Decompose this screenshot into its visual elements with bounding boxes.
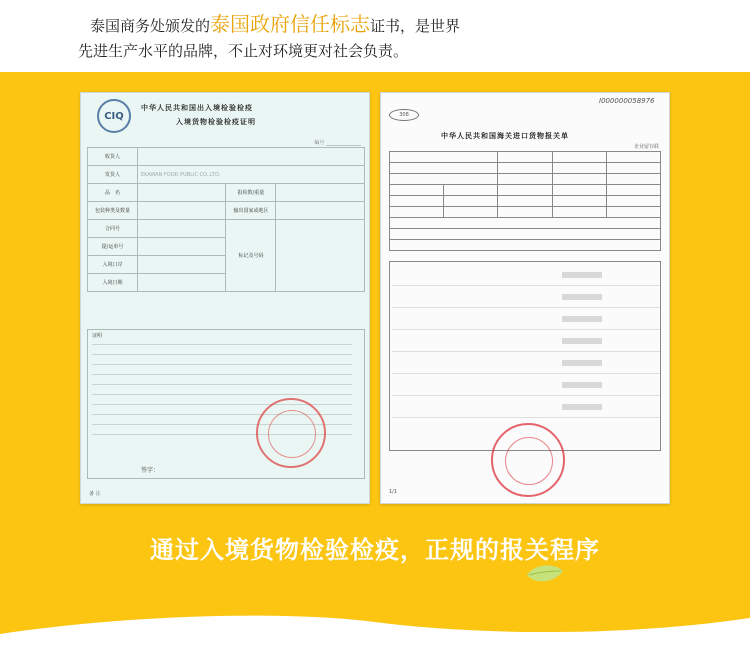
intro-line2: 先进生产水平的品牌，不止对环境更对社会负责。 [78,42,409,60]
official-red-stamp [256,398,326,468]
declaration-header-grid [389,151,661,251]
statement-line [92,354,352,355]
signature-label: 签字： [141,467,160,474]
intro-part1: 泰国商务处颁发的 [90,17,211,35]
customs-red-stamp [491,423,565,497]
leaf-icon [525,563,565,585]
table-row [390,218,661,229]
handwritten-number: I000000058976 [599,97,655,105]
table-row: 合同号 标记及号码 [88,220,365,238]
table-row [390,196,661,207]
intro-part2: 证书，是世界 [370,17,461,35]
caption-text: 通过入境货物检验检疫，正规的报关程序 [150,536,600,564]
intro-highlight: 泰国政府信任标志 [210,12,371,36]
table-row: 包装种类及数量 输出国家或地区 [88,202,365,220]
table-row [390,240,661,251]
statement-line [92,374,352,375]
list-item [392,354,660,374]
statement-line [92,344,352,345]
list-item [392,310,660,330]
table-row [390,152,661,163]
declaration-footer: 1/1 [389,489,398,495]
table-row [390,185,661,196]
certificate-serial-label: 编号 ______________ [314,140,361,146]
table-row: 品 名 报检数/重量 [88,184,365,202]
list-item [392,288,660,308]
declaration-subtitle: 企业留存联 [633,144,659,150]
statement-line [92,394,352,395]
table-row: 入境日期 [88,274,365,292]
table-row: 发货人 EKAWAN FOOD PUBLIC CO.,LTD. [88,166,365,184]
statement-line [92,364,352,365]
bottom-wave-decoration [0,612,750,650]
table-row [390,229,661,240]
inspection-certificate-image [80,92,370,504]
ciq-logo-icon: CIQ [97,99,131,133]
customs-declaration-image [380,92,670,504]
table-row [390,207,661,218]
list-item [392,266,660,286]
statement-line [92,384,352,385]
certificate-statement-heading: 证明 [92,333,103,339]
table-row: 提/运单号 [88,238,365,256]
oval-mark: 308 [389,109,419,121]
list-item [392,332,660,352]
intro-text [78,12,690,64]
certificate-subtitle: 入境货物检验检疫证明 [176,118,256,126]
list-item [392,376,660,396]
certificate-footer: 备 注 [89,491,101,497]
intro-area [0,0,750,72]
certificate-statement-box [87,329,365,479]
list-item [392,398,660,418]
table-row [390,163,661,174]
table-row [390,174,661,185]
declaration-title: 中华人民共和国海关进口货物报关单 [441,132,569,140]
certificate-table [87,147,365,292]
table-row: 入境口岸 [88,256,365,274]
certificate-title: 中华人民共和国出入境检验检疫 [141,104,253,112]
table-row: 收货人 [88,148,365,166]
